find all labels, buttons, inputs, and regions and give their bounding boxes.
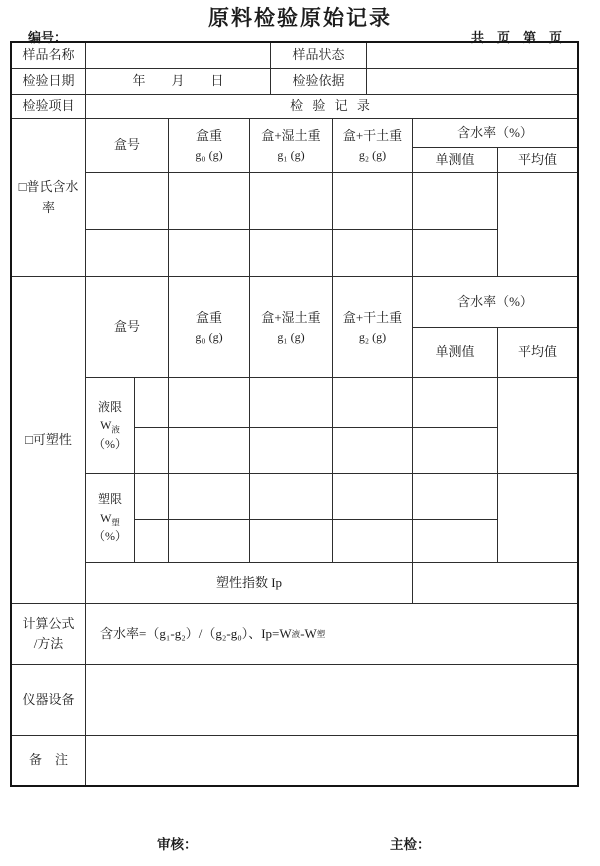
data-cell <box>250 520 333 563</box>
data-cell <box>250 173 333 230</box>
plasticity-index-value-cell <box>413 563 577 604</box>
inspect-date-value: 年 月 日 <box>86 69 271 95</box>
remarks-value-cell <box>86 736 577 785</box>
liquid-limit-label-line1: 液限 <box>97 399 122 414</box>
box-weight-header-line1: 盒重 <box>195 128 222 144</box>
equipment-label: 仪器设备 <box>12 665 86 736</box>
formula-label-line1: 计算公式 <box>22 615 75 631</box>
single-value-header: 单测值 <box>413 328 498 378</box>
data-cell <box>169 230 250 277</box>
data-cell <box>169 474 250 520</box>
data-cell <box>333 378 413 428</box>
formula-part1: 含水率=（g₁-g₂）/（g₂-g₀）、Ip=W <box>100 625 292 641</box>
liquid-limit-symbol <box>100 416 120 435</box>
pages-label: 共 页 第 页 <box>470 30 562 45</box>
plastic-limit-label-line1: 塑限 <box>97 492 122 507</box>
data-cell <box>333 230 413 277</box>
data-cell <box>169 520 250 563</box>
sample-name-label: 样品名称 <box>12 43 86 69</box>
data-cell <box>333 520 413 563</box>
moisture-content-header: 含水率（%） <box>413 277 577 328</box>
box-dry-soil-header-symbol: g₂ (g) <box>358 148 387 163</box>
liquid-limit-unit: （%） <box>93 436 127 451</box>
average-value-merged-cell <box>498 173 577 277</box>
plasticity-index-label: 塑性指数 Ip <box>86 563 413 604</box>
data-cell <box>86 230 169 277</box>
formula-text <box>86 604 577 665</box>
chief-inspector-signature-label: 主检： <box>390 837 431 852</box>
box-dry-soil-header <box>333 277 413 378</box>
box-no-header: 盒号 <box>86 277 169 378</box>
plastic-limit-label <box>86 474 135 563</box>
review-signature-label: 审核： <box>157 837 198 852</box>
box-dry-soil-header-line1: 盒+干土重 <box>342 128 403 144</box>
moisture-content-header: 含水率（%） <box>413 119 577 148</box>
equipment-value-cell <box>86 665 577 736</box>
box-wet-soil-header-line1: 盒+湿土重 <box>261 128 321 144</box>
inspect-date-label: 检验日期 <box>12 69 86 95</box>
box-wet-soil-header-line1: 盒+湿土重 <box>261 309 321 325</box>
sample-state-value-cell <box>367 43 577 69</box>
formula-subscript-liquid: 液 <box>291 628 301 639</box>
data-cell <box>333 428 413 474</box>
data-cell <box>413 173 498 230</box>
section-proctor-moisture-label: □普氏含水率 <box>12 119 86 277</box>
data-cell <box>135 520 169 563</box>
box-wet-soil-header-symbol: g₁ (g) <box>277 148 305 163</box>
data-cell <box>413 520 498 563</box>
remarks-label: 备 注 <box>12 736 86 785</box>
box-dry-soil-header <box>333 119 413 173</box>
formula-label <box>12 604 86 665</box>
liquid-limit-w: W <box>100 418 112 433</box>
average-value-header: 平均值 <box>498 148 577 173</box>
average-value-header: 平均值 <box>498 328 577 378</box>
inspection-form-table <box>10 41 579 787</box>
number-label: 编号： <box>28 30 68 45</box>
plastic-limit-w-subscript: 塑 <box>111 517 120 528</box>
box-wet-soil-header <box>250 277 333 378</box>
data-cell <box>86 173 169 230</box>
data-cell <box>413 230 498 277</box>
box-weight-header-line1: 盒重 <box>195 309 222 325</box>
data-cell <box>413 428 498 474</box>
box-dry-soil-header-line1: 盒+干土重 <box>342 309 403 325</box>
formula-part2: -W <box>300 625 317 641</box>
box-weight-header-symbol: g₀ (g) <box>195 148 223 163</box>
data-cell <box>250 378 333 428</box>
single-value-header: 单测值 <box>413 148 498 173</box>
box-dry-soil-header-symbol: g₂ (g) <box>358 329 387 344</box>
sample-state-label: 样品状态 <box>271 43 367 69</box>
plastic-limit-unit: （%） <box>93 529 127 544</box>
data-cell <box>333 173 413 230</box>
data-cell <box>250 428 333 474</box>
data-cell <box>413 474 498 520</box>
data-cell <box>413 378 498 428</box>
box-no-header: 盒号 <box>86 119 169 173</box>
box-wet-soil-header-symbol: g₁ (g) <box>277 329 305 344</box>
liquid-limit-merged-cell <box>498 378 577 474</box>
formula-label-line2: /方法 <box>33 636 64 651</box>
box-weight-header <box>169 277 250 378</box>
section-plasticity-label: □可塑性 <box>12 277 86 604</box>
inspect-basis-label: 检验依据 <box>271 69 367 95</box>
inspect-basis-value-cell <box>367 69 577 95</box>
data-cell <box>135 474 169 520</box>
plastic-limit-symbol <box>100 509 120 528</box>
data-cell <box>333 474 413 520</box>
plastic-limit-merged-cell <box>498 474 577 563</box>
data-cell <box>169 173 250 230</box>
data-cell <box>169 428 250 474</box>
sample-name-value-cell <box>86 43 271 69</box>
data-cell <box>135 378 169 428</box>
record-title: 检 验 记 录 <box>86 95 577 119</box>
data-cell <box>135 428 169 474</box>
page-title: 原料检验原始记录 <box>208 7 392 30</box>
box-weight-header-symbol: g₀ (g) <box>195 329 223 344</box>
data-cell <box>169 378 250 428</box>
data-cell <box>250 230 333 277</box>
liquid-limit-w-subscript: 液 <box>111 424 120 435</box>
data-cell <box>250 474 333 520</box>
plastic-limit-w: W <box>100 510 112 525</box>
box-wet-soil-header <box>250 119 333 173</box>
inspect-items-label: 检验项目 <box>12 95 86 119</box>
box-weight-header <box>169 119 250 173</box>
formula-subscript-plastic: 塑 <box>316 628 326 639</box>
liquid-limit-label <box>86 378 135 474</box>
